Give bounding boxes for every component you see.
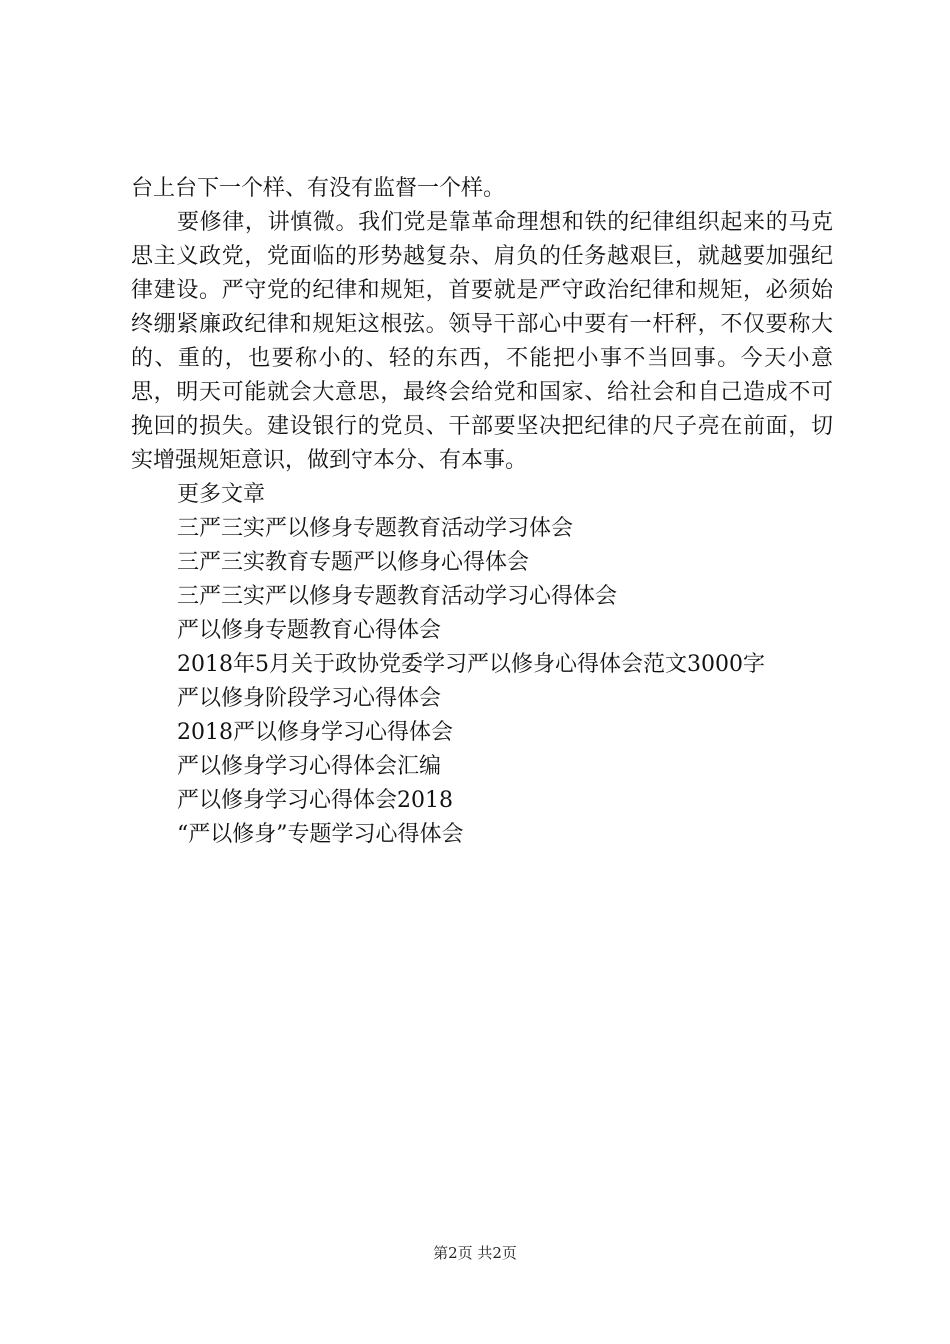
- more-article-link[interactable]: 严以修身专题教育心得体会: [177, 618, 442, 643]
- more-article-link[interactable]: 三严三实严以修身专题教育活动学习体会: [177, 516, 574, 541]
- more-article-link[interactable]: “严以修身”专题学习心得体会: [177, 822, 464, 847]
- more-articles-list: [131, 512, 833, 852]
- more-articles-heading: 更多文章: [177, 482, 266, 507]
- more-article-link[interactable]: 2018年5月关于政协党委学习严以修身心得体会范文3000字: [177, 652, 765, 677]
- more-article-link[interactable]: 三严三实严以修身专题教育活动学习心得体会: [177, 584, 618, 609]
- more-article-link[interactable]: 严以修身学习心得体会2018: [177, 788, 453, 813]
- more-article-link[interactable]: 2018严以修身学习心得体会: [177, 720, 453, 745]
- page-number-footer: 第2页 共2页: [433, 1244, 517, 1262]
- more-article-link[interactable]: 严以修身学习心得体会汇编: [177, 754, 442, 779]
- document-body: [131, 172, 833, 852]
- more-article-link[interactable]: 三严三实教育专题严以修身心得体会: [177, 550, 530, 575]
- paragraph-discipline: 要修律，讲慎微。我们党是靠革命理想和铁的纪律组织起来的马克思主义政党，党面临的形势越复杂、肩负的任务越艰巨，就越要加强纪律建设。严守党的纪律和规矩，首要就是严守政治纪律和规矩，必须始终绷紧廉政纪律和规矩这根弦。领导干部心中要有一杆秤，不仅要称大的、重的，也要称小的、轻的东西，不能把小事不当回事。今天小意思，明天可能就会大意思，最终会给党和国家、给社会和自己造成不可挽回的损失。建设银行的党员、干部要坚决把纪律的尺子亮在前面，切实增强规矩意识，做到守本分、有本事。: [131, 210, 833, 473]
- paragraph-continued: 台上台下一个样、有没有监督一个样。: [131, 176, 506, 201]
- more-article-link[interactable]: 严以修身阶段学习心得体会: [177, 686, 442, 711]
